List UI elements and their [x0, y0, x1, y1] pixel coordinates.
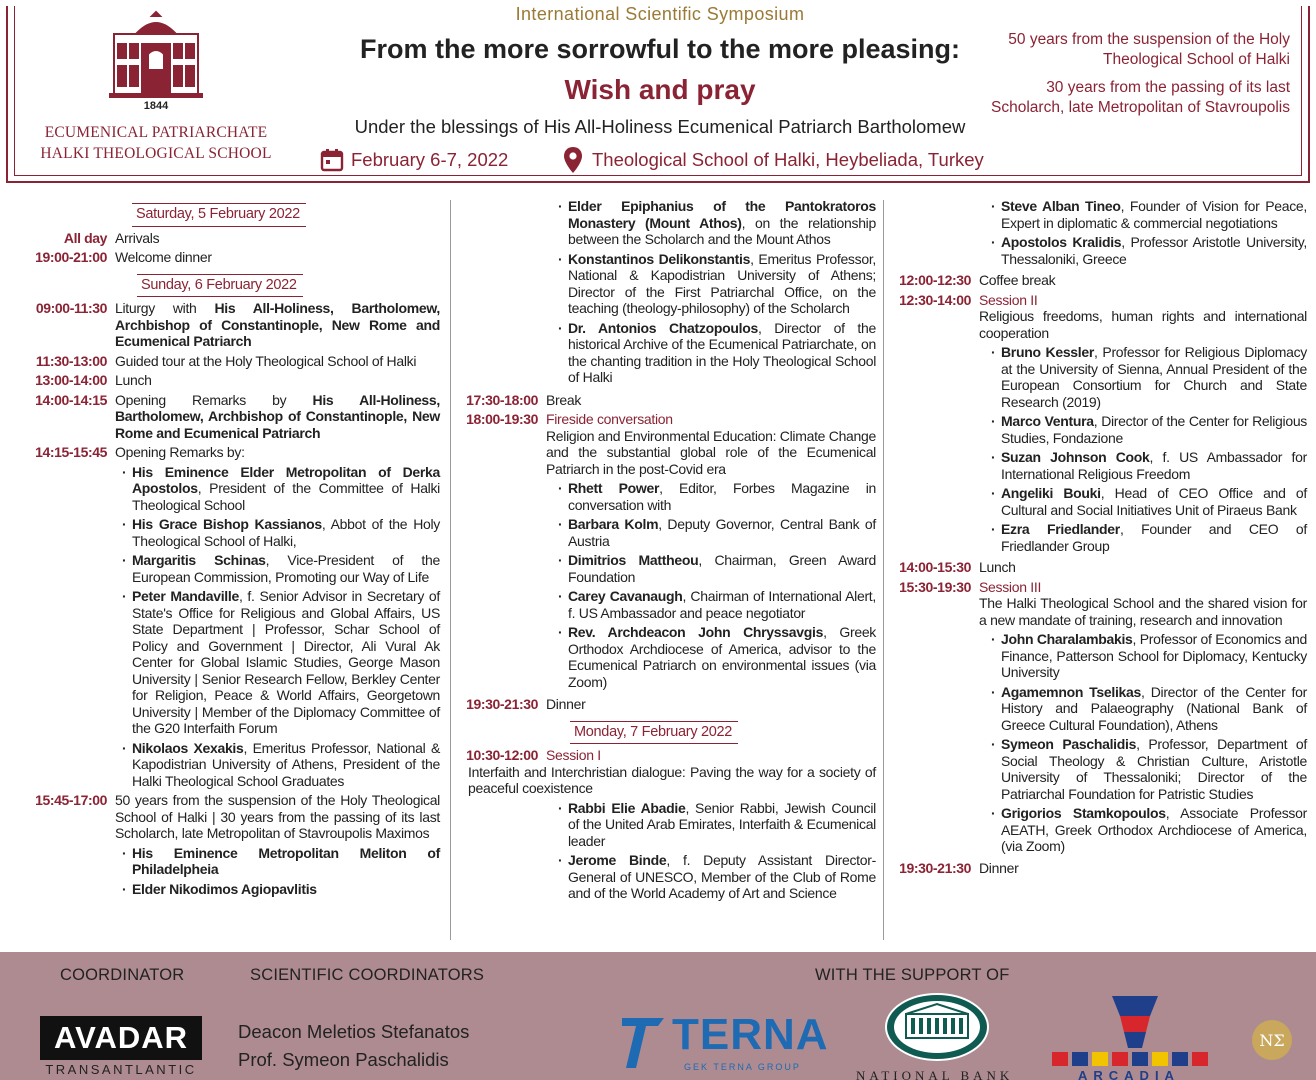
time-slot: 18:00-19:30: [466, 411, 538, 427]
speaker-item: [554, 251, 876, 317]
speaker-item: [987, 805, 1307, 855]
speaker-desc: , Associate Professor AEATH, Greek Orthodox Archdiocese of America, (via Zoom): [1001, 805, 1307, 854]
speaker-name: Marco Ventura: [1001, 413, 1094, 429]
speaker-item: [987, 344, 1307, 410]
anniversary-note-2: 30 years from the passing of its last Scholarch, late Metropolitan of Stavroupolis: [991, 79, 1290, 116]
speaker-desc: , Senior Rabbi, Jewish Council of the United Arab Emirates, Interfaith & Ecumenical leader: [568, 799, 876, 849]
speaker-list: [554, 800, 876, 902]
speaker-desc: , Abbot of the Holy Theological School of Halki,: [132, 516, 440, 549]
support-label: WITH THE SUPPORT OF: [815, 966, 1010, 984]
speaker-name: Agamemnon Tselikas: [1001, 683, 1142, 700]
blessing-line: Under the blessings of His All-Holiness Ecumenical Patriarch Bartholomew: [354, 116, 966, 137]
schedule-row: [22, 230, 440, 247]
speaker-name: Apostolos Kralidis: [1001, 234, 1122, 250]
page-title: From the more sorrowful to the more pleasing:: [359, 34, 961, 64]
arcadia-logo: ARCADIA: [1078, 1068, 1180, 1080]
scientific-coordinators-label: SCIENTIFIC COORDINATORS: [250, 966, 485, 984]
speaker-item: [554, 588, 876, 621]
schedule-text: [115, 392, 440, 442]
speaker-name: Elder Epiphanius of the Pantokratoros Monastery (Mount Athos): [568, 198, 876, 231]
anniversary-note-1: 50 years from the suspension of the Holy Theological School of Halki: [1008, 31, 1290, 68]
schedule-text: Guided tour at the Holy Theological School of Halki: [115, 352, 417, 369]
speaker-item: [987, 449, 1307, 482]
speaker-list: [118, 845, 440, 898]
session-description-row: [460, 428, 876, 478]
speaker-item: [987, 413, 1307, 446]
speaker-item: [987, 684, 1307, 734]
speaker-list: [554, 198, 876, 386]
time-slot: 13:00-14:00: [35, 372, 107, 388]
speaker-item: [987, 198, 1307, 231]
speaker-desc: , Director of the historical Archive of the Ecumenical Patriarchate, on the chanting tradition in the Holy Theological School of Halki: [568, 319, 876, 385]
program-column-2: [460, 198, 876, 905]
event-location: Theological School of Halki, Heybeliada, Turkey: [592, 149, 984, 170]
speaker-list: [118, 464, 440, 790]
speaker-desc: , Professor Aristotle University, Thessaloniki, Greece: [1001, 234, 1307, 267]
column-divider: [883, 200, 884, 940]
speaker-name: Ezra Friedlander: [1001, 521, 1120, 537]
speaker-name: John Charalambakis: [1001, 631, 1133, 647]
session-title: Session III: [979, 578, 1042, 595]
speaker-name: Angeliki Bouki: [1001, 485, 1101, 501]
schedule-row: [893, 860, 1307, 877]
speaker-item: [554, 198, 876, 248]
schedule-row: [22, 792, 440, 842]
speaker-item: [987, 631, 1307, 681]
speaker-item: [554, 516, 876, 549]
schedule-text-plain: Liturgy with: [115, 300, 215, 316]
schedule-row: [460, 411, 876, 428]
speaker-name: Dr. Antonios Chatzopoulos: [568, 319, 758, 336]
schedule-text: Opening Remarks by:: [115, 444, 245, 460]
schedule-row: [893, 559, 1307, 576]
speaker-item: [554, 624, 876, 690]
national-bank-logo: NATIONAL BANK: [856, 1068, 1014, 1080]
speaker-desc: , Professor, Department of Social Theology & Christian Culture, Aristotle University of Thessaloniki; Director of the Patriarchal Foundation for Patristic Studies: [1001, 736, 1307, 802]
time-slot: 15:45-17:00: [35, 792, 107, 808]
symposium-label: International Scientific Symposium: [515, 4, 805, 24]
schedule-text: Arrivals: [115, 229, 160, 246]
day-heading: Sunday, 6 February 2022: [137, 274, 303, 298]
day-heading: Monday, 7 February 2022: [570, 721, 738, 745]
salas-group-logo-icon: [1250, 1018, 1294, 1062]
schedule-text: Lunch: [979, 559, 1016, 575]
time-slot: 12:30-14:00: [899, 291, 971, 308]
speaker-name: Nikolaos Xexakis: [132, 739, 244, 756]
speaker-item: [118, 845, 440, 878]
svg-text:NΣ: NΣ: [1259, 1031, 1285, 1050]
anniversary-notes: [990, 30, 1290, 126]
speaker-name: Steve Alban Tineo: [1001, 198, 1121, 214]
avadar-logo: AVADAR: [40, 1016, 202, 1060]
speaker-desc: , Deputy Governor, Central Bank of Austria: [568, 516, 876, 549]
logo-year: 1844: [143, 100, 169, 112]
schedule-text: Lunch: [115, 372, 152, 388]
session-description: Religious freedoms, human rights and international cooperation: [979, 308, 1307, 341]
calendar-icon: [320, 148, 344, 172]
session-title: Fireside conversation: [546, 411, 673, 427]
speaker-item: [554, 800, 876, 850]
time-slot: 14:15-15:45: [35, 444, 107, 460]
speaker-desc: , Director of the Center for History and Palaeography (National Bank of Greece Cultural Foundation), Athens: [1001, 683, 1307, 733]
schedule-row: [893, 272, 1307, 289]
speaker-name: Suzan Johnson Cook: [1001, 449, 1150, 465]
speaker-list: [987, 344, 1307, 554]
building-logo-icon: [108, 10, 204, 98]
speaker-name: His Eminence Metropolitan Meliton of Philadelpheia: [132, 844, 440, 877]
speaker-name: Rhett Power: [568, 480, 660, 496]
time-slot: 14:00-14:15: [35, 391, 107, 408]
avadar-logo-subtitle: TRANSANTLANTIC: [45, 1062, 197, 1077]
time-slot: 14:00-15:30: [899, 559, 971, 575]
scientific-coordinators: [238, 1018, 469, 1074]
org-line-2: HALKI THEOLOGICAL SCHOOL: [40, 145, 272, 162]
session-description-row: [893, 308, 1307, 341]
schedule-row: [460, 696, 876, 713]
speaker-desc: , f. Senior Advisor in Secretary of State's Office for Religious and Global Affairs, US State Department | Professor, Schar School of Policy and Government | Director, Ali Vural Ak Center for Global Islamic Studies, George Mason University | Senior Research Fellow, Berkley Center for Religion, Peace & World Affairs, Georgetown University | Member of the Diplomacy Committee of the G20 Interfaith Forum: [132, 588, 440, 736]
session-title: Session II: [979, 291, 1038, 308]
speaker-name: Jerome Binde: [568, 852, 667, 868]
speaker-name: Carey Cavanaugh: [568, 588, 683, 604]
speaker-desc: , President of the Committee of Halki Theological School: [132, 480, 440, 513]
speaker-desc: , Greek Orthodox Archdiocese of America, advisor to the Ecumenical Patriarch on environmental issues (via Zoom): [568, 624, 877, 690]
speaker-item: [987, 736, 1307, 802]
speaker-item: [554, 480, 876, 513]
terna-logo-subtitle: GEK TERNA GROUP: [684, 1062, 801, 1072]
speaker-item: [987, 234, 1307, 267]
schedule-text: 50 years from the suspension of the Holy Theological School of Halki | 30 years from the passing of its last Scholarch, late Metropolitan of Stavroupolis Maximos: [115, 792, 440, 841]
schedule-text: Coffee break: [979, 272, 1056, 288]
day-heading: Saturday, 5 February 2022: [132, 203, 306, 227]
speaker-item: [554, 552, 876, 585]
speaker-item: [118, 552, 440, 585]
schedule-row: [22, 372, 440, 389]
speaker-list: [987, 631, 1307, 855]
speaker-name: His Eminence Elder Metropolitan of Derka Apostolos: [132, 463, 440, 496]
speaker-item: [118, 516, 440, 549]
session-description: The Halki Theological School and the shared vision for a new mandate of training, research and innovation: [979, 595, 1307, 628]
organization-name: [24, 122, 288, 164]
speaker-item: [554, 852, 876, 902]
speaker-name: Grigorios Stamkopoulos: [1001, 805, 1166, 821]
speaker-list: [554, 480, 876, 690]
speaker-item: [554, 320, 876, 386]
speaker-desc: , Chairman of International Alert, f. US Ambassador and peace negotiator: [568, 588, 876, 621]
session-description: Interfaith and Interchristian dialogue: Paving the way for a society of peaceful coexistence: [468, 763, 876, 796]
schedule-row: [893, 579, 1307, 596]
session-description-row: [460, 764, 876, 797]
time-slot: 19:30-21:30: [899, 859, 971, 876]
speaker-name: Symeon Paschalidis: [1001, 736, 1137, 752]
speaker-desc: , Emeritus Professor, National & Kapodistrian University of Athens, President of the Halki Theological School Graduates: [132, 739, 440, 789]
speaker-desc: , on the relationship between the Scholarch and the Mount Athos: [568, 214, 876, 247]
speaker-name: Barbara Kolm: [568, 516, 659, 532]
time-slot: 19:30-21:30: [466, 696, 538, 712]
speaker-name: Bruno Kessler: [1001, 344, 1095, 360]
event-date: February 6-7, 2022: [351, 149, 509, 170]
speaker-item: [118, 740, 440, 790]
speaker-desc: , Professor for Religious Diplomacy at the University of Sienna, Annual President of the European Consortium for Church and State Research (2019): [1001, 344, 1307, 410]
coordinator-label: COORDINATOR: [60, 966, 185, 984]
schedule-row: [22, 353, 440, 370]
schedule-row: [22, 249, 440, 266]
schedule-text: Dinner: [979, 859, 1019, 876]
schedule-text: Break: [546, 391, 582, 408]
speaker-desc: , Emeritus Professor, National & Kapodistrian University of Athens; Director of the First Patriarchal Office, on the teaching (theology-philosophy) of the Scholarch: [568, 250, 877, 316]
speaker-desc: , Vice-President of the European Commission, Promoting our Way of Life: [132, 552, 440, 585]
session-description-row: [893, 595, 1307, 628]
program-column-3: [893, 198, 1307, 879]
time-slot: 11:30-13:00: [35, 352, 107, 369]
schedule-row: [22, 300, 440, 350]
speaker-name: Rev. Archdeacon John Chryssavgis: [568, 624, 824, 640]
schedule-row: [22, 392, 440, 442]
speaker-desc: , Founder of Vision for Peace, Expert in diplomatic & commercial negotiations: [1001, 198, 1307, 231]
speaker-desc: , f. Deputy Assistant Director-General of UNESCO, Member of the Club of Rome and of the World Academy of Art and Science: [568, 852, 876, 901]
page-subtitle: Wish and pray: [564, 74, 756, 105]
speaker-name: Rabbi Elie Abadie: [568, 799, 686, 816]
speaker-desc: , Director of the Center for Religious Studies, Fondazione: [1001, 413, 1307, 446]
speaker-name: His All-Holiness, Bartholomew, Archbishop of Constantinople, New Rome and Ecumenical Patriarch: [115, 391, 440, 441]
speaker-desc: , Professor of Economics and Finance, Patterson School for Diplomacy, Kentucky University: [1001, 631, 1308, 680]
time-slot: 10:30-12:00: [466, 747, 538, 763]
speaker-name: Dimitrios Mattheou: [568, 552, 699, 568]
schedule-text: Dinner: [546, 696, 586, 712]
org-line-1: ECUMENICAL PATRIARCHATE: [44, 124, 268, 141]
schedule-row: [460, 392, 876, 409]
terna-logo: TERNA: [672, 1010, 829, 1059]
speaker-item: [118, 464, 440, 514]
speaker-item: [987, 485, 1307, 518]
schedule-text-plain: Opening Remarks by: [115, 391, 313, 408]
coordinator-name: Prof. Symeon Paschalidis: [238, 1049, 449, 1070]
speaker-name: His All-Holiness, Bartholomew, Archbishop of Constantinople, New Rome and Ecumenical Patriarch: [115, 300, 440, 349]
national-bank-logo-icon: [884, 992, 990, 1062]
speaker-desc: , Founder and CEO of Friedlander Group: [1001, 521, 1308, 554]
speaker-name: Elder Nikodimos Agiopavlitis: [132, 880, 317, 897]
schedule-text: Welcome dinner: [115, 249, 212, 265]
session-title: Session I: [546, 747, 601, 763]
speaker-desc: , Chairman, Green Award Foundation: [568, 552, 876, 585]
schedule-row: [460, 747, 876, 764]
speaker-item: [118, 881, 440, 898]
time-slot: 15:30-19:30: [899, 578, 971, 595]
time-slot: 12:00-12:30: [899, 272, 971, 288]
session-description: Religion and Environmental Education: Climate Change and the substantial global role of the Ecumenical Patriarch in the post-Covid era: [546, 427, 876, 477]
speaker-name: Peter Mandaville: [132, 588, 239, 604]
speaker-list: [987, 198, 1307, 267]
time-slot: All day: [63, 229, 107, 246]
speaker-desc: , f. US Ambassador for International Religious Freedom: [1001, 449, 1307, 482]
column-divider: [450, 200, 451, 940]
schedule-row: [893, 292, 1307, 309]
speaker-item: [118, 588, 440, 737]
time-slot: 09:00-11:30: [35, 300, 107, 316]
time-slot: 17:30-18:00: [466, 391, 538, 408]
speaker-name: Konstantinos Delikonstantis: [568, 250, 751, 267]
schedule-row: [22, 444, 440, 461]
speaker-desc: , Head of CEO Office and of Cultural and Social Initiatives Unit of Piraeus Bank: [1001, 485, 1307, 518]
speaker-name: Margaritis Schinas: [132, 552, 266, 568]
location-pin-icon: [563, 146, 583, 174]
speaker-item: [987, 521, 1307, 554]
program-column-1: [22, 198, 440, 900]
speaker-name: His Grace Bishop Kassianos: [132, 516, 322, 532]
time-slot: 19:00-21:00: [35, 249, 107, 265]
schedule-text: [115, 300, 440, 350]
coordinator-name: Deacon Meletios Stefanatos: [238, 1021, 470, 1042]
speaker-desc: , Editor, Forbes Magazine in conversation with: [568, 480, 876, 513]
